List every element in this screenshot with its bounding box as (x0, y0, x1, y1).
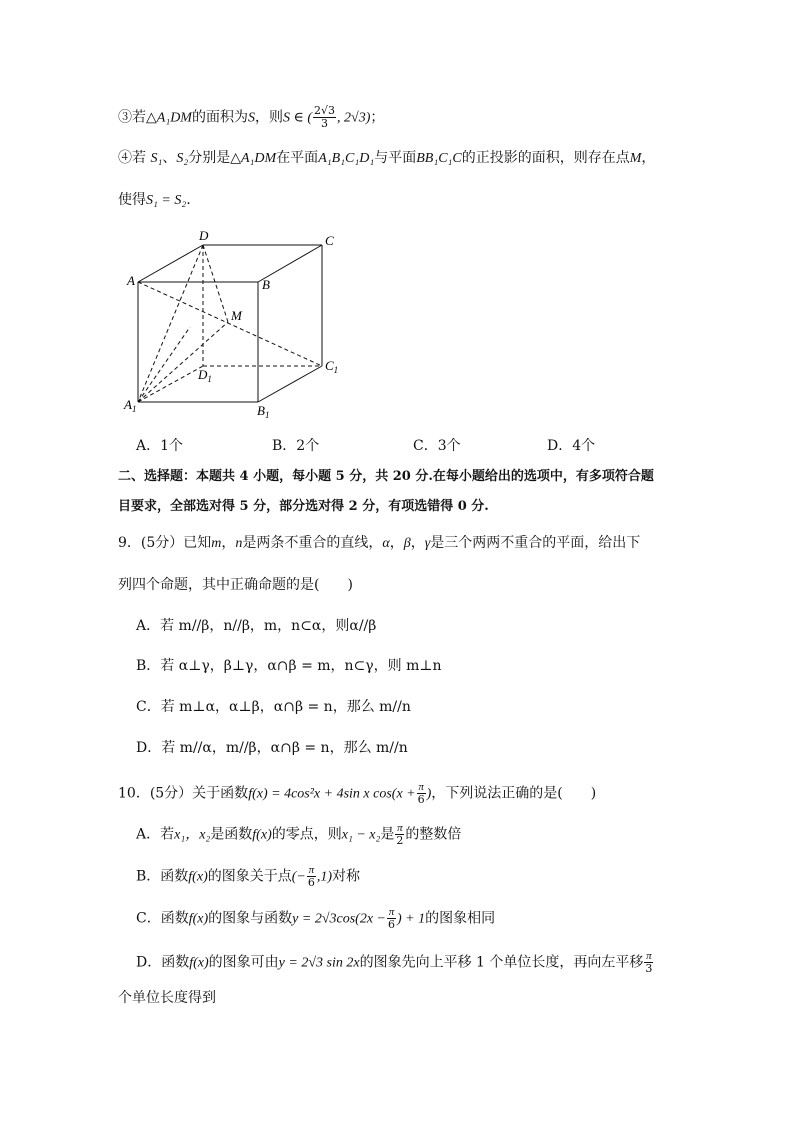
label-C: C (325, 233, 334, 248)
label-A1: $A_1$ (124, 397, 137, 414)
q10-stem: 10．(5分）关于函数f(x) = 4cos²x + 4sin x cos(x + $\frac{\pi}{6}$ )，下列说法正确的是( ) (118, 781, 597, 806)
q9-option-a: A．若 m//β，n//β，m，n⊂α，则α//β (136, 618, 377, 634)
q9-option-c: C．若 m⊥α，α⊥β，α∩β = n，那么 m//n (136, 699, 411, 715)
q10-option-b: B．函数f(x)的图象关于点(− $\frac{\pi}{6}$ ,1)对称 (136, 864, 361, 889)
q9-option-b: B．若 α⊥γ，β⊥γ，α∩β = m，n⊂γ，则 m⊥n (136, 658, 442, 674)
statement-3: ③若△A₁DM的面积为S，则S ∈ ( $\frac{2√3}{3}$ , 2√3)； (118, 104, 385, 130)
q8-option-a: A．1个 (136, 438, 184, 454)
q10-option-c: C．函数f(x)的图象与函数y = 2√3cos(2x − $\frac{\pi}{6}$ ) + 1的图象相同 (136, 906, 496, 931)
label-B: B (262, 277, 270, 292)
label-B1: $B_1$ (257, 403, 270, 420)
statement-4: ④若 S₁、S₂分别是△A₁DM在平面A₁B₁C₁D₁与平面BB₁C₁C的正投影的面积，则存在点M， (118, 150, 656, 166)
q8-option-b: B．2个 (272, 438, 320, 454)
q9-stem: 9．(5分）已知m，n是两条不重合的直线，α，β，γ是三个两两不重合的平面，给出下 (118, 535, 641, 551)
q10-option-d-line2: 个单位长度得到 (118, 990, 216, 1006)
q8-option-c: C．3个 (413, 438, 461, 454)
label-D1: $D_1$ (198, 367, 212, 384)
q9-option-d: D．若 m//α，m//β，α∩β = n，那么 m//n (136, 740, 408, 756)
q10-option-a: A．若x₁，x₂是函数f(x)的零点，则x₁ − x₂是 $\frac{\pi}{2}$ 的整数倍 (136, 822, 462, 847)
statement-4-line2: 使得S₁ = S₂. (118, 192, 191, 208)
label-D: D (199, 228, 209, 243)
cube-figure (0, 225, 794, 435)
section2-line2: 目要求，全部选对得 5 分，部分选对得 2 分，有项选错得 0 分. (118, 499, 489, 514)
label-M: M (231, 308, 242, 323)
q10-option-d: D．函数f(x)的图象可由y = 2√3 sin 2x的图象先向上平移 1 个单位长度，再向左平移 $\frac{\pi}{3}$ (136, 950, 653, 975)
section2-line1: 二、选择题：本题共 4 小题，每小题 5 分，共 20 分.在每小题给出的选项中，有多项符合题 (118, 469, 654, 484)
label-A: A (127, 273, 135, 288)
label-C1: $C_1$ (325, 358, 339, 375)
fraction: $\frac{2√3}{3}$ (314, 104, 336, 130)
q9-stem-line2: 列四个命题，其中正确命题的是( ) (118, 577, 353, 593)
q8-option-d: D．4个 (547, 438, 596, 454)
